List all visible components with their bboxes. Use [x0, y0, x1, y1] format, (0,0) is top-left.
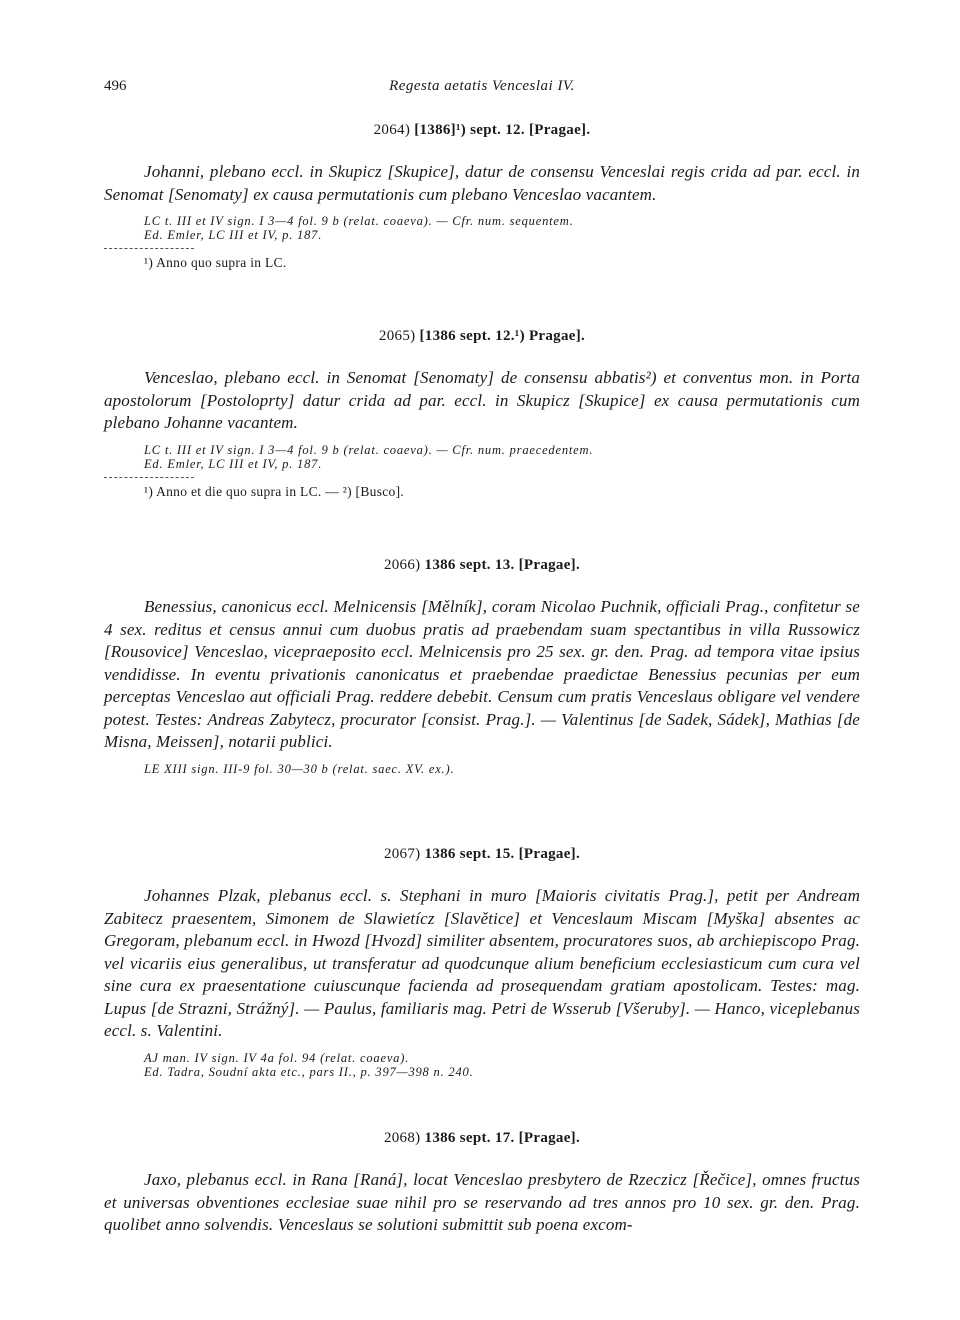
entry-heading: [104, 1130, 860, 1147]
entry-date: 1386 sept. 17. [Pragae].: [424, 1130, 581, 1146]
regest-text: Johanni, plebano eccl. in Skupicz [Skupice], datur de consensu Venceslai regis crida ad par. eccl. in Senomat [Senomaty] ex causa permutationis cum plebano Venceslao vacantem.: [104, 162, 860, 204]
entry-2067: [104, 846, 860, 1079]
entry-date: 1386 sept. 15. [Pragae].: [424, 846, 581, 862]
page-header: [104, 78, 860, 102]
source-line: LC t. III et IV sign. I 3—4 fol. 9 b (relat. coaeva). — Cfr. num. praecedentem.: [144, 442, 594, 457]
entry-date: 1386 sept. 13. [Pragae].: [424, 557, 581, 573]
entry-number: 2066): [383, 557, 421, 573]
regest-text: Venceslao, plebano eccl. in Senomat [Senomaty] de consensu abbatis²) et conventus mon. in Porta apostolorum [Postoloprty] datur crida ad par. eccl. in Skupicz [Skupice] ex causa permutationis cum plebano Johanne vacantem.: [104, 368, 860, 432]
entry-heading: [104, 557, 860, 574]
footnote: ¹) Anno et die quo supra in LC. — ²) [Busco].: [144, 483, 405, 499]
entry-heading: [104, 846, 860, 863]
entry-heading: [104, 328, 860, 345]
footnote-rule: [104, 477, 194, 478]
entry-2065: [104, 328, 860, 500]
source-line: LC t. III et IV sign. I 3—4 fol. 9 b (relat. coaeva). — Cfr. num. sequentem.: [144, 214, 574, 228]
source-line: LE XIII sign. III-9 fol. 30—30 b (relat. saec. XV. ex.).: [144, 761, 455, 776]
entry-number: 2067): [383, 846, 421, 862]
edition-line: Ed. Tadra, Soudní akta etc., pars II., p. 397—398 n. 240.: [144, 1064, 474, 1079]
entry-heading: [104, 122, 860, 139]
page-number: 496: [104, 78, 127, 94]
entry-number: 2065): [378, 328, 416, 344]
footnote: ¹) Anno quo supra in LC.: [144, 255, 287, 270]
running-title: Regesta aetatis Venceslai IV.: [389, 78, 575, 94]
entry-2064: [104, 122, 860, 271]
footnote-rule: [104, 248, 194, 249]
regest-text: Benessius, canonicus eccl. Melnicensis [Mělník], coram Nicolao Puchnik, officiali Prag., confitetur se 4 sex. reditus et census annui cum duobus pratis ad praebendam suam spectantibus in villa Russowicz [Rousovice] Venceslao, vicepraeposito eccl. Melnicensis pro 25 sex. gr. den. Prag. ad tempora vitae ipsius vendidisse. In eventu privationis canonicatus et praebendae praedictae Benessius pecunias per eum perceptas Venceslao aut officiali Prag. reddere debebit. Censum cum pratis Venceslaus obligare vel vendere potest. Testes: Andreas Zabytecz, procurator [consist. Prag.]. — Valentinus [de Sadek, Sádek], Mathias [de Misna, Meissen], notarii publici.: [104, 597, 860, 751]
regest-text: Johannes Plzak, plebanus eccl. s. Stephani in muro [Maioris civitatis Prag.], petit per Andream Zabitecz praesentem, Simonem de Slawietícz [Slavětice] et Venceslaum Miscam [Myška] absentes ac Gregoram, plebanum eccl. in Hwozd [Hvozd] similiter absentem, procuratores suos, ab archiepiscopo Prag. vel vicariis eius generalibus, ut transferatur ad quodcunque alium beneficium ecclesiasticum cum cura vel sine cura ex praesentatione cuiuscunque facienda ad prosequendam gratiam apostolicam. Testes: mag. Lupus [de Strazni, Strážný]. — Paulus, familiaris mag. Petri de Wsserub [Všeruby]. — Hanco, viceplebanus eccl. s. Valentini.: [104, 886, 860, 1040]
regest-text: Jaxo, plebanus eccl. in Rana [Raná], locat Venceslao presbytero de Rzeczicz [Řečice], omnes fructus et universas obventiones ecclesiae suae nihil pro se reservando ad tres annos pro 10 sex. gr. den. Prag. quolibet anno solvendis. Venceslaus se solutioni submittit sub poena excom-: [104, 1170, 860, 1234]
entry-2068: [104, 1130, 860, 1237]
edition-line: Ed. Emler, LC III et IV, p. 187.: [144, 228, 323, 242]
entry-2066: [104, 557, 860, 776]
source-line: AJ man. IV sign. IV 4a fol. 94 (relat. coaeva).: [144, 1050, 410, 1065]
entry-number: 2064): [373, 122, 411, 138]
entry-number: 2068): [383, 1130, 421, 1146]
entry-date: [1386 sept. 12.¹) Pragae].: [419, 328, 586, 344]
entry-date: [1386]¹) sept. 12. [Pragae].: [414, 122, 591, 138]
edition-line: Ed. Emler, LC III et IV, p. 187.: [144, 456, 323, 471]
